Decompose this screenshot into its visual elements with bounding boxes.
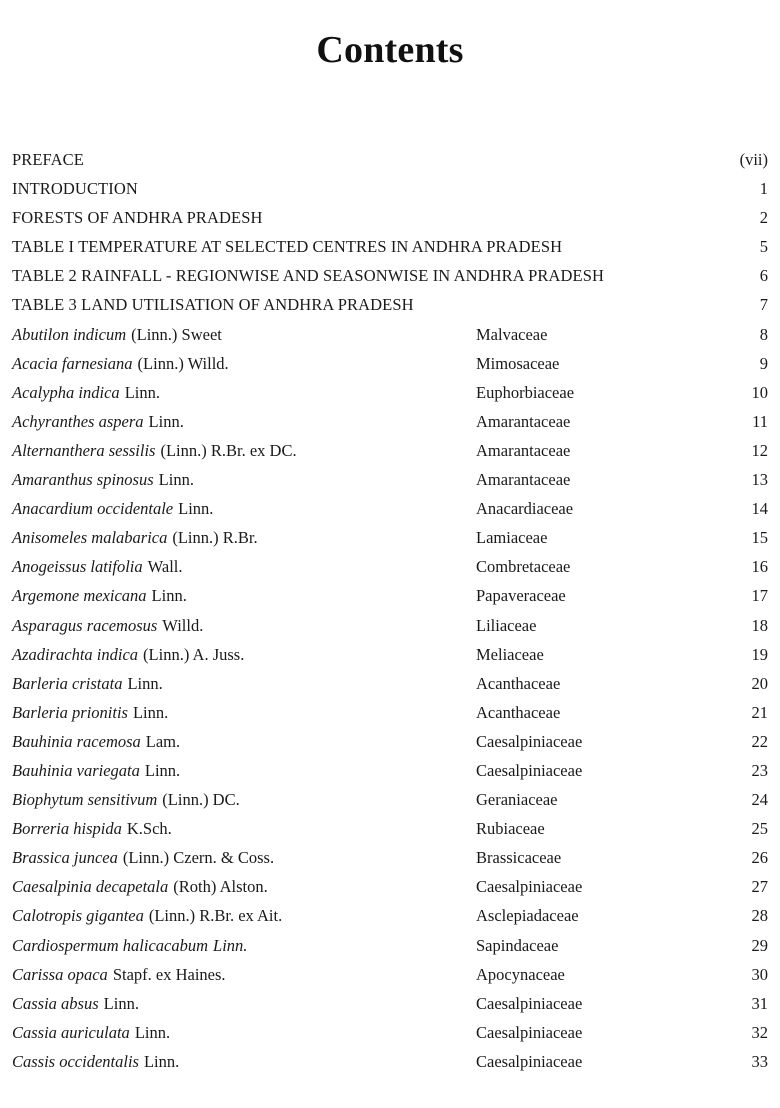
species-author: Lam. bbox=[145, 731, 181, 751]
toc-page-number: (vii) bbox=[739, 150, 768, 169]
toc-page-number: 19 bbox=[751, 644, 768, 664]
species-author: Linn. bbox=[127, 673, 163, 693]
species-name: Argemone mexicana bbox=[12, 586, 147, 606]
toc-page-number: 15 bbox=[751, 528, 768, 548]
species-author: (Linn.) R.Br. ex DC. bbox=[160, 440, 297, 460]
toc-row-table-3 bbox=[12, 290, 768, 319]
species-name: Calotropis gigantea bbox=[12, 906, 144, 926]
toc-page-number: 8 bbox=[759, 324, 768, 344]
species-author: Linn. bbox=[178, 499, 214, 519]
toc-page-number: 22 bbox=[751, 731, 768, 751]
toc-page-number: 14 bbox=[751, 499, 768, 519]
species-family: Combretaceae bbox=[476, 557, 571, 577]
species-row bbox=[12, 320, 768, 349]
species-family: Amarantaceae bbox=[476, 470, 571, 490]
species-name: Abutilon indicum bbox=[12, 324, 127, 344]
toc-entry-label: TABLE 3 LAND UTILISATION OF ANDHRA PRADESH bbox=[12, 295, 414, 315]
species-family: Caesalpiniaceae bbox=[476, 877, 583, 897]
species-author: (Linn.) DC. bbox=[162, 790, 240, 810]
species-row bbox=[12, 552, 768, 581]
toc-row-table-2 bbox=[12, 261, 768, 290]
species-author: Linn. bbox=[134, 1022, 171, 1042]
toc-entry-label: FORESTS OF ANDHRA PRADESH bbox=[12, 208, 263, 228]
species-family: Euphorbiaceae bbox=[476, 382, 575, 402]
species-author: Linn. bbox=[103, 993, 139, 1013]
species-row bbox=[12, 581, 768, 610]
toc-page-number: 18 bbox=[751, 615, 768, 635]
species-name: Biophytum sensitivum bbox=[12, 790, 158, 810]
species-row bbox=[12, 349, 768, 378]
species-row bbox=[12, 960, 768, 989]
species-row bbox=[12, 843, 768, 872]
species-row bbox=[12, 989, 768, 1018]
toc-page-number: 7 bbox=[759, 295, 768, 315]
species-family: Meliaceae bbox=[476, 644, 544, 664]
species-author: (Roth) Alston. bbox=[173, 877, 268, 897]
toc-row-forests bbox=[12, 203, 768, 232]
species-name: Achyranthes aspera bbox=[12, 411, 144, 431]
species-author: Linn. bbox=[143, 1051, 180, 1071]
species-family: Caesalpiniaceae bbox=[476, 1051, 583, 1071]
species-family: Apocynaceae bbox=[476, 964, 565, 984]
toc-page-number: 12 bbox=[751, 440, 768, 460]
species-row bbox=[12, 465, 768, 494]
species-name: Carissa opaca bbox=[12, 964, 108, 984]
species-name: Anacardium occidentale bbox=[12, 499, 174, 519]
species-row bbox=[12, 523, 768, 552]
species-family: Caesalpiniaceae bbox=[476, 1022, 583, 1042]
species-family: Acanthaceae bbox=[476, 702, 561, 722]
species-name: Brassica juncea bbox=[12, 848, 118, 868]
toc-page-number: 25 bbox=[751, 819, 768, 839]
species-family: Caesalpiniaceae bbox=[476, 760, 583, 780]
toc-page-number: 24 bbox=[751, 790, 768, 810]
species-row bbox=[12, 727, 768, 756]
toc-entry-label: INTRODUCTION bbox=[12, 179, 138, 199]
toc-page-number: 6 bbox=[759, 266, 768, 286]
species-row bbox=[12, 698, 768, 727]
species-row bbox=[12, 1047, 768, 1076]
species-family: Rubiaceae bbox=[476, 819, 545, 839]
species-row bbox=[12, 1018, 768, 1047]
species-author: (Linn.) A. Juss. bbox=[143, 644, 245, 664]
toc-entry-label: TABLE 2 RAINFALL - REGIONWISE AND SEASONWISE IN ANDHRA PRADESH bbox=[12, 266, 604, 286]
species-name: Amaranthus spinosus bbox=[12, 470, 154, 490]
species-family: Anacardiaceae bbox=[476, 499, 574, 519]
species-author: (Linn.) Sweet bbox=[131, 324, 222, 344]
species-family: Papaveraceae bbox=[476, 586, 566, 606]
species-author: Linn. bbox=[213, 935, 248, 955]
toc-page-number: 9 bbox=[759, 353, 768, 373]
species-name: Alternanthera sessilis bbox=[12, 440, 156, 460]
species-row bbox=[12, 756, 768, 785]
species-author: Linn. bbox=[124, 382, 160, 402]
species-name: Barleria cristata bbox=[12, 673, 123, 693]
toc-page-number: 16 bbox=[751, 557, 768, 577]
species-author: (Linn.) R.Br. bbox=[172, 528, 258, 548]
toc-page-number: 32 bbox=[751, 1022, 768, 1042]
toc-page-number: 13 bbox=[751, 470, 768, 490]
species-name: Caesalpinia decapetala bbox=[12, 877, 169, 897]
species-name: Azadirachta indica bbox=[12, 644, 139, 664]
species-row bbox=[12, 931, 768, 960]
toc-page-number: 21 bbox=[751, 702, 768, 722]
species-name: Anogeissus latifolia bbox=[12, 557, 143, 577]
species-family: Asclepiadaceae bbox=[476, 906, 579, 926]
toc-row-introduction bbox=[12, 174, 768, 203]
species-author: Linn. bbox=[144, 760, 181, 780]
page-title: Contents bbox=[316, 29, 464, 71]
species-family: Malvaceae bbox=[476, 324, 548, 344]
species-family: Liliaceae bbox=[476, 615, 537, 635]
species-author: K.Sch. bbox=[126, 819, 172, 839]
species-author: Linn. bbox=[151, 586, 187, 606]
species-name: Bauhinia variegata bbox=[12, 760, 140, 780]
toc-page-number: 28 bbox=[751, 906, 768, 926]
species-family: Amarantaceae bbox=[476, 411, 571, 431]
toc-row-preface bbox=[12, 145, 768, 174]
toc-page-number: 29 bbox=[751, 935, 768, 955]
species-author: Linn. bbox=[148, 411, 184, 431]
species-row bbox=[12, 785, 768, 814]
species-name: Cardiospermum halicacabum bbox=[12, 935, 209, 955]
species-author: (Linn.) Willd. bbox=[137, 353, 229, 373]
toc-page-number: 27 bbox=[751, 877, 768, 897]
species-name: Cassia absus bbox=[12, 993, 99, 1013]
species-family: Amarantaceae bbox=[476, 440, 571, 460]
table-of-contents bbox=[12, 145, 768, 1076]
species-family: Geraniaceae bbox=[476, 790, 558, 810]
species-row bbox=[12, 436, 768, 465]
species-row bbox=[12, 640, 768, 669]
species-name: Cassis occidentalis bbox=[12, 1051, 139, 1071]
species-author: Wall. bbox=[147, 557, 183, 577]
species-name: Borreria hispida bbox=[12, 819, 122, 839]
species-author: (Linn.) Czern. & Coss. bbox=[122, 848, 275, 868]
species-author: Linn. bbox=[158, 470, 194, 490]
species-name: Anisomeles malabarica bbox=[12, 528, 168, 548]
species-row bbox=[12, 872, 768, 901]
toc-entry-label: PREFACE bbox=[12, 150, 84, 169]
toc-page-number: 1 bbox=[759, 179, 768, 199]
species-row bbox=[12, 901, 768, 930]
toc-row-table-1 bbox=[12, 232, 768, 261]
species-row bbox=[12, 494, 768, 523]
toc-page-number: 2 bbox=[759, 208, 768, 228]
toc-page-number: 5 bbox=[759, 237, 768, 257]
species-family: Acanthaceae bbox=[476, 673, 561, 693]
species-row bbox=[12, 669, 768, 698]
species-name: Bauhinia racemosa bbox=[12, 731, 141, 751]
toc-page-number: 33 bbox=[751, 1051, 768, 1071]
species-row bbox=[12, 407, 768, 436]
species-author: Willd. bbox=[162, 615, 204, 635]
toc-page-number: 30 bbox=[751, 964, 768, 984]
toc-entry-label: TABLE I TEMPERATURE AT SELECTED CENTRES IN ANDHRA PRADESH bbox=[12, 237, 563, 257]
toc-page-number: 31 bbox=[751, 993, 768, 1013]
species-family: Caesalpiniaceae bbox=[476, 993, 583, 1013]
species-author: Linn. bbox=[132, 702, 169, 722]
species-family: Brassicaceae bbox=[476, 848, 562, 868]
species-family: Caesalpiniaceae bbox=[476, 731, 583, 751]
toc-page-number: 10 bbox=[751, 382, 768, 402]
species-row bbox=[12, 611, 768, 640]
species-name: Barleria prionitis bbox=[12, 702, 128, 722]
species-author: Stapf. ex Haines. bbox=[112, 964, 226, 984]
toc-page-number: 20 bbox=[751, 673, 768, 693]
species-author: (Linn.) R.Br. ex Ait. bbox=[148, 906, 283, 926]
species-family: Lamiaceae bbox=[476, 528, 548, 548]
species-name: Asparagus racemosus bbox=[12, 615, 158, 635]
species-name: Cassia auriculata bbox=[12, 1022, 130, 1042]
species-family: Sapindaceae bbox=[476, 935, 559, 955]
toc-page-number: 23 bbox=[751, 760, 768, 780]
species-name: Acacia farnesiana bbox=[12, 353, 133, 373]
species-row bbox=[12, 814, 768, 843]
species-family: Mimosaceae bbox=[476, 353, 560, 373]
toc-page-number: 26 bbox=[751, 848, 768, 868]
toc-page-number: 17 bbox=[751, 586, 768, 606]
species-row bbox=[12, 378, 768, 407]
toc-page-number: 11 bbox=[752, 411, 768, 431]
species-name: Acalypha indica bbox=[12, 382, 120, 402]
